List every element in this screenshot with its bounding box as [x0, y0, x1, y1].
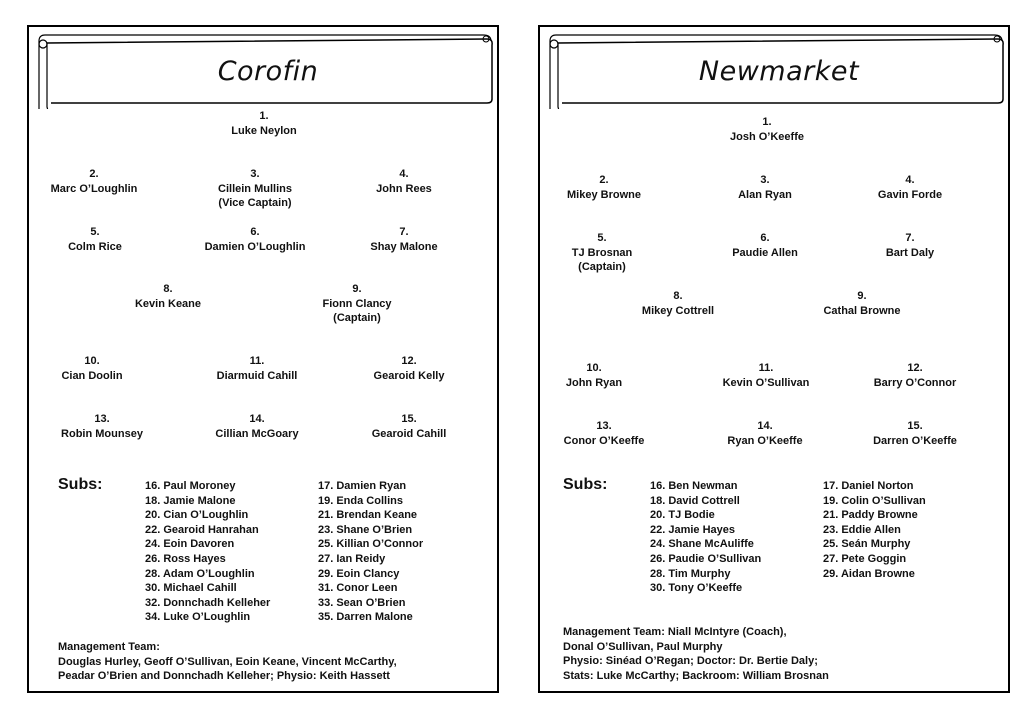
sub-player: 35. Darren Malone [318, 611, 413, 624]
team-title: Corofin [217, 56, 319, 87]
player-2: 2. Marc O’Loughlin [50, 168, 138, 195]
sub-player: 29. Eoin Clancy [318, 567, 400, 580]
sub-player: 32. Donnchadh Kelleher [145, 596, 271, 609]
player-15: 15. Darren O’Keeffe [873, 420, 957, 447]
player-10: 10. John Ryan [565, 362, 623, 389]
sub-player: 34. Luke O’Loughlin [145, 611, 251, 624]
player-6: 6. Paudie Allen [732, 232, 798, 259]
sub-player: 17. Damien Ryan [318, 480, 407, 492]
player-2: 2. Mikey Browne [567, 174, 641, 201]
sub-player: 22. Jamie Hayes [650, 523, 736, 536]
player-7: 7. Bart Daly [885, 232, 935, 259]
subs-column-1 [145, 479, 270, 625]
player-5: 5. TJ Brosnan (Captain) [571, 232, 633, 273]
management-team [58, 640, 397, 684]
subs-label: Subs: [58, 476, 103, 493]
team-sheet-newmarket [538, 25, 1010, 693]
subs-column-1 [650, 479, 761, 596]
sub-player: 19. Colin O’Sullivan [823, 494, 926, 507]
subs-column-2 [823, 479, 926, 581]
sub-player: 16. Ben Newman [650, 480, 738, 492]
player-6: 6. Damien O’Loughlin [204, 226, 306, 253]
sub-player: 29. Aidan Browne [823, 567, 915, 580]
management-line: Donal O’Sullivan, Paul Murphy [563, 640, 723, 653]
player-12: 12. Gearoid Kelly [373, 355, 445, 382]
sub-player: 27. Pete Goggin [823, 552, 907, 565]
sub-player: 28. Tim Murphy [650, 567, 731, 580]
management-line: Peadar O’Brien and Donnchadh Kelleher; Physio: Keith Hassett [58, 670, 390, 682]
player-3: 3. Alan Ryan [738, 174, 792, 201]
management-line: Management Team: Niall McIntyre (Coach), [563, 626, 787, 638]
sub-player: 27. Ian Reidy [318, 552, 386, 565]
player-4: 4. John Rees [376, 168, 432, 195]
team-title: Newmarket [698, 56, 860, 87]
sub-player: 26. Paudie O’Sullivan [650, 552, 762, 565]
player-12: 12. Barry O’Connor [873, 362, 957, 389]
player-4: 4. Gavin Forde [877, 174, 943, 201]
player-7: 7. Shay Malone [370, 226, 438, 253]
player-3: 3. Cillein Mullins (Vice Captain) [218, 168, 292, 209]
player-10: 10. Cian Doolin [61, 355, 123, 382]
sub-player: 21. Brendan Keane [318, 509, 418, 522]
player-8: 8. Kevin Keane [134, 283, 202, 310]
player-1: 1. Luke Neylon [231, 110, 297, 137]
sub-player: 28. Adam O’Loughlin [145, 567, 255, 580]
player-13: 13. Conor O’Keeffe [563, 420, 645, 447]
sub-player: 17. Daniel Norton [823, 480, 914, 492]
sub-player: 20. Cian O’Loughlin [145, 509, 249, 522]
sub-player: 31. Conor Leen [318, 582, 398, 595]
sub-player: 24. Eoin Davoren [145, 538, 235, 551]
management-team [563, 625, 829, 683]
sub-player: 33. Sean O’Brien [318, 596, 406, 609]
sub-player: 16. Paul Moroney [145, 480, 236, 492]
sub-player: 18. David Cottrell [650, 494, 740, 507]
player-14: 14. Cillian McGoary [215, 413, 299, 440]
management-line: Physio: Sinéad O’Regan; Doctor: Dr. Bertie Daly; [563, 655, 818, 667]
player-15: 15. Gearoid Cahill [371, 413, 447, 440]
player-13: 13. Robin Mounsey [61, 413, 143, 440]
sub-player: 25. Killian O’Connor [318, 538, 424, 551]
sub-player: 23. Eddie Allen [823, 523, 901, 536]
player-5: 5. Colm Rice [68, 226, 122, 253]
sub-player: 19. Enda Collins [318, 494, 403, 507]
sub-player: 22. Gearoid Hanrahan [145, 523, 259, 536]
player-9: 9. Fionn Clancy (Captain) [322, 283, 392, 324]
sub-player: 23. Shane O’Brien [318, 523, 413, 536]
sub-player: 20. TJ Bodie [650, 509, 715, 522]
subs-column-2 [318, 479, 423, 625]
player-11: 11. Kevin O’Sullivan [722, 362, 810, 389]
sub-player: 30. Tony O’Keeffe [650, 582, 743, 595]
sub-player: 18. Jamie Malone [145, 494, 236, 507]
player-1: 1. Josh O’Keeffe [730, 116, 804, 143]
sub-player: 21. Paddy Browne [823, 509, 918, 522]
player-14: 14. Ryan O’Keeffe [727, 420, 803, 447]
title-scroll-banner [546, 31, 1004, 109]
management-line: Douglas Hurley, Geoff O’Sullivan, Eoin Keane, Vincent McCarthy, [58, 655, 397, 668]
management-line: Stats: Luke McCarthy; Backroom: William Brosnan [563, 669, 829, 682]
subs-label: Subs: [563, 476, 608, 493]
player-11: 11. Diarmuid Cahill [216, 355, 298, 382]
sub-player: 24. Shane McAuliffe [650, 538, 754, 551]
sub-player: 30. Michael Cahill [145, 582, 237, 595]
title-scroll-banner [35, 31, 493, 109]
sub-player: 25. Seán Murphy [823, 538, 911, 551]
team-sheet-corofin [27, 25, 499, 693]
player-9: 9. Cathal Browne [823, 290, 901, 317]
sub-player: 26. Ross Hayes [145, 552, 226, 565]
player-8: 8. Mikey Cottrell [641, 290, 715, 317]
management-line: Management Team: [58, 641, 160, 653]
